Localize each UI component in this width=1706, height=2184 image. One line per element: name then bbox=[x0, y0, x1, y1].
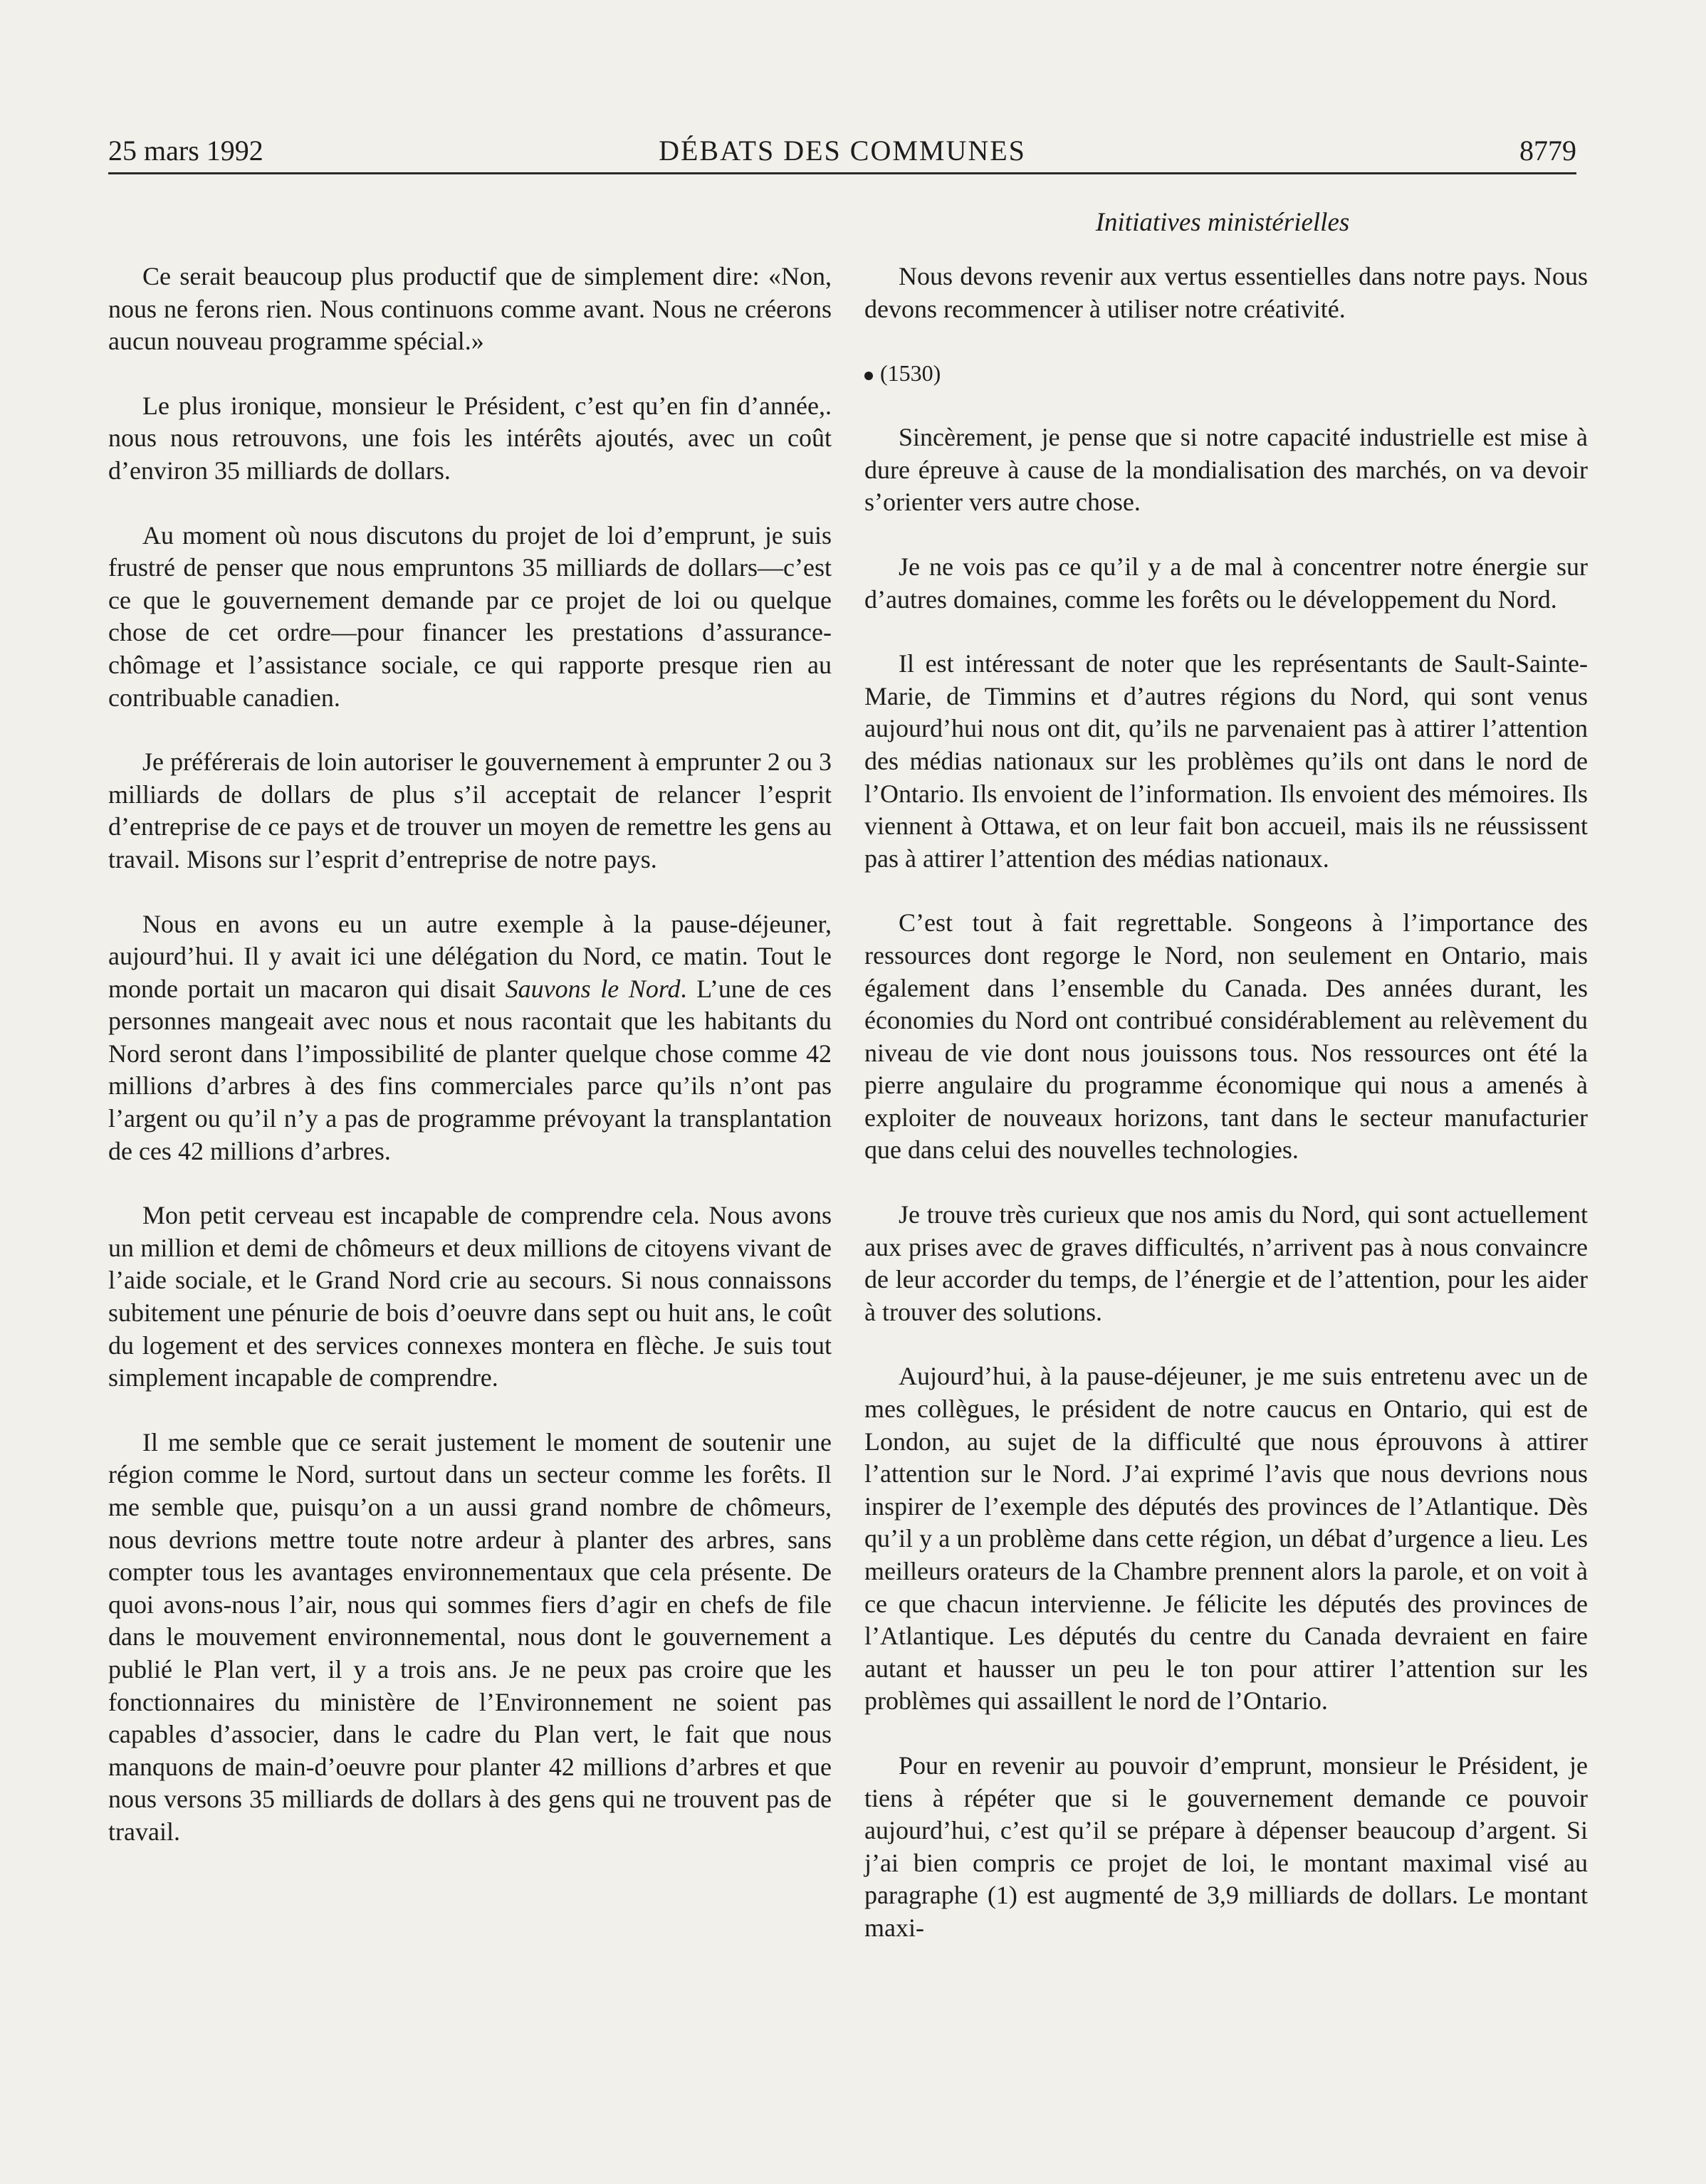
left-paragraph-4: Je préférerais de loin autoriser le gouvernement à emprunter 2 ou 3 milliards de dollars de plus s’il acceptait de relancer l’esprit d’entreprise de ce pays et de trouver un moyen de remettre les gens au travail. Misons sur l’esprit d’entreprise de notre pays. bbox=[108, 747, 832, 873]
left-paragraph-5-italic: Sauvons le Nord bbox=[505, 974, 681, 1003]
time-marker-text: (1530) bbox=[880, 360, 941, 387]
right-paragraph-5: C’est tout à fait regrettable. Songeons à l’importance des ressources dont regorge le Nord, non seulement en Ontario, mais également dans l’ensemble du Canada. Des années durant, les économies du Nord ont contribué considérablement au relèvement du niveau de vie dont nous jouissons tous. Nos ressources ont été la pierre angulaire du programme économique qui nous a amenés à exploiter de nouveaux horizons, tant dans le secteur manufacturier que dans celui des nouvelles technologies. bbox=[864, 908, 1588, 1165]
bullet-icon bbox=[864, 372, 873, 380]
left-paragraph-3: Au moment où nous discutons du projet de loi d’emprunt, je suis frustré de penser que nous empruntons 35 milliards de dollars—c’est ce que le gouvernement demande par ce projet de loi ou quelque chose de cet ordre—pour financer les prestations d’assurance-chômage et l’assistance sociale, ce qui rapporte presque rien au contribuable canadien. bbox=[108, 520, 832, 712]
section-title: Initiatives ministérielles bbox=[1095, 208, 1350, 237]
left-paragraph-1: Ce serait beaucoup plus productif que de simplement dire: «Non, nous ne ferons rien. Nous continuons comme avant. Nous ne créerons aucun nouveau programme spécial.» bbox=[108, 262, 832, 356]
header-date: 25 mars 1992 bbox=[108, 135, 263, 167]
right-paragraph-4: Il est intéressant de noter que les représentants de Sault-Sainte-Marie, de Timmins et d’autres régions du Nord, qui sont venus aujourd’hui nous ont dit, qu’ils ne parvenaient pas à attirer l’attention des médias nationaux sur les problèmes qu’ils ont dans le nord de l’Ontario. Ils envoient de l’information. Ils envoient des mémoires. Ils viennent à Ottawa, et on leur fait bon accueil, mais ils ne réussissent pas à attirer l’attention des médias nationaux. bbox=[864, 649, 1588, 873]
page-header bbox=[108, 132, 1576, 174]
left-paragraph-7: Il me semble que ce serait justement le moment de soutenir une région comme le Nord, surtout dans un secteur comme les forêts. Il me semble que, puisqu’on a un aussi grand nombre de chômeurs, nous devrions mettre toute notre ardeur à planter des arbres, sans compter tous les avantages environnementaux que cela présente. De quoi avons-nous l’air, nous qui sommes fiers d’agir en chefs de file dans le mouvement environnemental, nous dont le gouvernement a publié le Plan vert, il y a trois ans. Je ne peux pas croire que les fonctionnaires du ministère de l’Environnement ne soient pas capables d’associer, dans le cadre du Plan vert, le fait que nous manquons de main-d’oeuvre pour planter 42 millions d’arbres et que nous versons 35 milliards de dollars à des gens qui ne trouvent pas de travail. bbox=[108, 1427, 832, 1846]
right-paragraph-1: Nous devons revenir aux vertus essentielles dans notre pays. Nous devons recommencer à utiliser notre créativité. bbox=[864, 262, 1588, 323]
left-paragraph-5-end: . L’une de ces personnes mangeait avec nous et nous racontait que les habitants du Nord seront dans l’impossibilité de planter quelque chose comme 42 millions d’arbres à des fins commerciales parce qu’ils n’ont pas l’argent ou qu’il n’y a pas de programme prévoyant la transplantation de ces 42 millions d’arbres. bbox=[108, 974, 832, 1165]
header-title: DÉBATS DES COMMUNES bbox=[659, 135, 1026, 167]
left-paragraph-2: Le plus ironique, monsieur le Président, c’est qu’en fin d’année,. nous nous retrouvons, une fois les intérêts ajoutés, avec un coût d’environ 35 milliards de dollars. bbox=[108, 391, 832, 485]
header-page-number: 8779 bbox=[1519, 135, 1576, 167]
right-paragraph-2: Sincèrement, je pense que si notre capacité industrielle est mise à dure épreuve à cause de la mondialisation des marchés, on va devoir s’orienter vers autre chose. bbox=[864, 423, 1588, 517]
right-paragraph-6: Je trouve très curieux que nos amis du Nord, qui sont actuellement aux prises avec de graves difficultés, n’arrivent pas à nous convaincre de leur accorder du temps, de l’énergie et de l’attention, pour les aider à trouver des solutions. bbox=[864, 1200, 1588, 1326]
left-paragraph-6: Mon petit cerveau est incapable de comprendre cela. Nous avons un million et demi de chômeurs et deux millions de citoyens vivant de l’aide sociale, et le Grand Nord crie au secours. Si nous connaissons subitement une pénurie de bois d’oeuvre dans sept ou huit ans, le coût du logement et des services connexes montera en flèche. Je suis tout simplement incapable de comprendre. bbox=[108, 1201, 832, 1392]
left-column bbox=[108, 261, 832, 1881]
time-marker bbox=[864, 357, 1588, 389]
right-column bbox=[864, 261, 1588, 1977]
right-paragraph-8: Pour en revenir au pouvoir d’emprunt, monsieur le Président, je tiens à répéter que si le gouvernement demande ce pouvoir aujourd’hui, c’est qu’il se prépare à dépenser beaucoup d’argent. Si j’ai bien compris ce projet de loi, le montant maximal visé au paragraphe (1) est augmenté de 3,9 milliards de dollars. Le montant maxi- bbox=[864, 1750, 1588, 1942]
right-paragraph-3: Je ne vois pas ce qu’il y a de mal à concentrer notre énergie sur d’autres domaines, comme les forêts ou le développement du Nord. bbox=[864, 552, 1588, 614]
right-paragraph-7: Aujourd’hui, à la pause-déjeuner, je me suis entretenu avec un de mes collègues, le président de notre caucus en Ontario, qui est de London, au sujet de la difficulté que nous éprouvons à attirer l’attention sur le Nord. J’ai exprimé l’avis que nous devrions nous inspirer de l’exemple des députés des provinces de l’Atlantique. Dès qu’il y a un problème dans cette région, un débat d’urgence a lieu. Les meilleurs orateurs de la Chambre prennent alors la parole, et on voit à ce que chacun intervienne. Je félicite les députés des provinces de l’Atlantique. Les députés du centre du Canada devraient en faire autant et hausser un peu le ton pour attirer l’attention sur les problèmes qui assaillent le nord de l’Ontario. bbox=[864, 1362, 1588, 1716]
left-paragraph-5-start: Nous en avons eu un autre exemple à la pause-déjeuner, aujourd’hui. Il y avait ici une délégation du Nord, ce matin. Tout le monde portait un macaron qui disait bbox=[108, 909, 832, 1003]
left-paragraph-5 bbox=[108, 908, 832, 1168]
